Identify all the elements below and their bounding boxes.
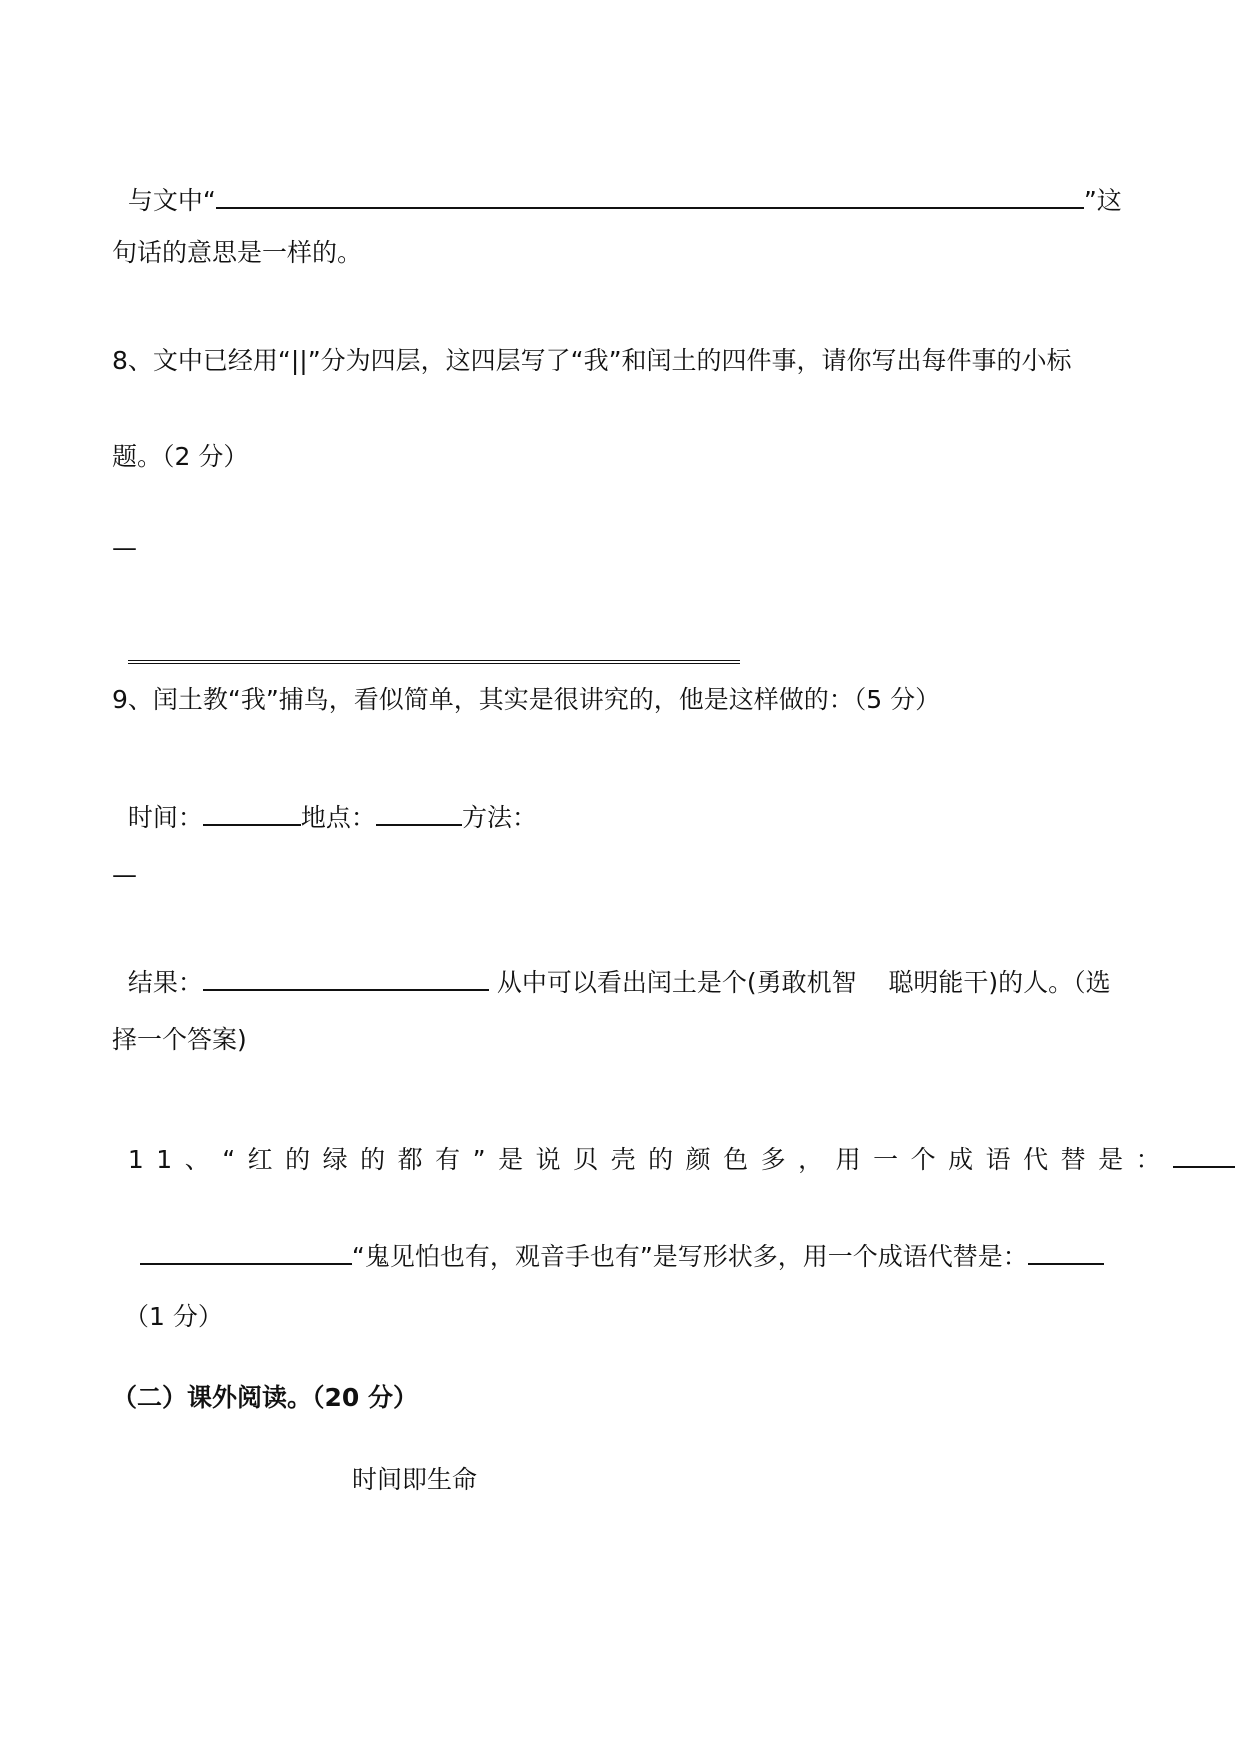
q11-blank-1a[interactable]: [1173, 1140, 1235, 1168]
question-9-result-line2: 择一个答案): [112, 1025, 247, 1054]
q11-blank-2[interactable]: [1028, 1237, 1104, 1265]
question-11-line1: [112, 1106, 1235, 1177]
result-blank[interactable]: [203, 963, 489, 991]
question-8-answer-line[interactable]: [112, 602, 740, 673]
result-text: 从中可以看出闰土是个(勇敢机智 聪明能干)的人。（选: [496, 968, 1111, 997]
question-9-text: 9、闰土教“我”捕鸟，看似简单，其实是很讲究的，他是这样做的：（5 分）: [112, 685, 941, 714]
place-label: 地点：: [300, 803, 376, 832]
q8-answer-blank[interactable]: [128, 636, 740, 664]
q7-tail-line2: 句话的意思是一样的。: [112, 238, 363, 267]
time-blank[interactable]: [203, 798, 301, 826]
q7-answer-blank[interactable]: [216, 181, 1084, 209]
question-8-text: 8、文中已经用“||”分为四层，这四层写了“我”和闰土的四件事，请你写出每件事的小标: [112, 346, 1072, 375]
q11-blank-1b[interactable]: [140, 1237, 352, 1265]
question-9-fields: [112, 764, 537, 835]
q11-text-1: 11、“红的绿的都有”是说贝壳的颜色多，用一个成语代替是：: [127, 1145, 1174, 1174]
q7-suffix: ”这: [1083, 186, 1122, 215]
q11-text-2: “鬼见怕也有，观音手也有”是写形状多，用一个成语代替是：: [351, 1242, 1028, 1271]
question-8-score: 题。（2 分）: [112, 442, 249, 471]
question-11-score: （1 分）: [124, 1302, 223, 1331]
question-8-dash: —: [112, 533, 137, 562]
time-label: 时间：: [127, 803, 203, 832]
section-2-heading: （二）课外阅读。（20 分）: [112, 1383, 418, 1412]
result-label: 结果：: [127, 968, 203, 997]
q7-tail-line: [112, 147, 1122, 218]
question-11-line2: [124, 1203, 1104, 1274]
method-label: 方法：: [461, 803, 537, 832]
article-title: 时间即生命: [352, 1465, 478, 1494]
place-blank[interactable]: [376, 798, 462, 826]
question-9-result: [112, 929, 1111, 1000]
question-9-dash: —: [112, 860, 137, 889]
q7-prefix: 与文中“: [127, 186, 216, 215]
